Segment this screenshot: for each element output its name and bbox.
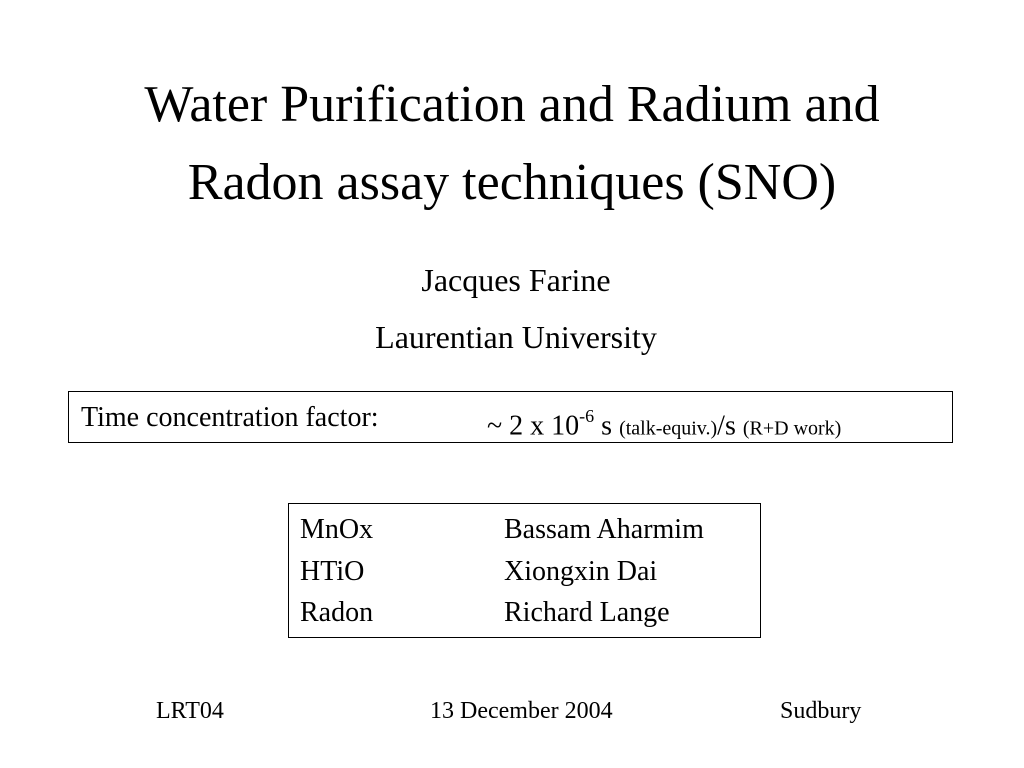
- contributor-row: [289, 593, 760, 633]
- author-institution: Laurentian University: [375, 319, 657, 355]
- footer-location: Sudbury: [780, 698, 862, 724]
- footer-date: 13 December 2004: [430, 698, 613, 724]
- factor-unit-2: /s: [717, 410, 743, 442]
- factor-exponent: -6: [579, 406, 595, 426]
- contributor-name: Bassam Aharmim: [504, 514, 704, 545]
- contributor-topic: Radon: [300, 597, 374, 628]
- factor-label: Time concentration factor:: [81, 402, 379, 433]
- concentration-factor-box: [68, 391, 953, 443]
- slide-title: [0, 66, 1024, 222]
- footer-conference: LRT04: [156, 698, 224, 724]
- contributor-name: Xiongxin Dai: [504, 556, 658, 587]
- contributors-box: [288, 503, 761, 638]
- contributor-row: [289, 552, 760, 592]
- factor-note-1: (talk-equiv.): [619, 417, 718, 440]
- title-line-1: Water Purification and Radium and: [144, 76, 880, 133]
- author-name: Jacques Farine: [421, 262, 611, 298]
- factor-unit-1: s: [594, 410, 620, 442]
- factor-note-2: (R+D work): [742, 417, 842, 440]
- factor-value: [487, 392, 841, 454]
- contributor-row: [289, 510, 760, 550]
- factor-value-prefix: ~ 2 x 10: [487, 410, 580, 442]
- contributor-topic: MnOx: [300, 514, 374, 545]
- contributor-name: Richard Lange: [504, 597, 670, 628]
- contributor-topic: HTiO: [300, 556, 365, 587]
- title-line-2: Radon assay techniques (SNO): [187, 154, 837, 211]
